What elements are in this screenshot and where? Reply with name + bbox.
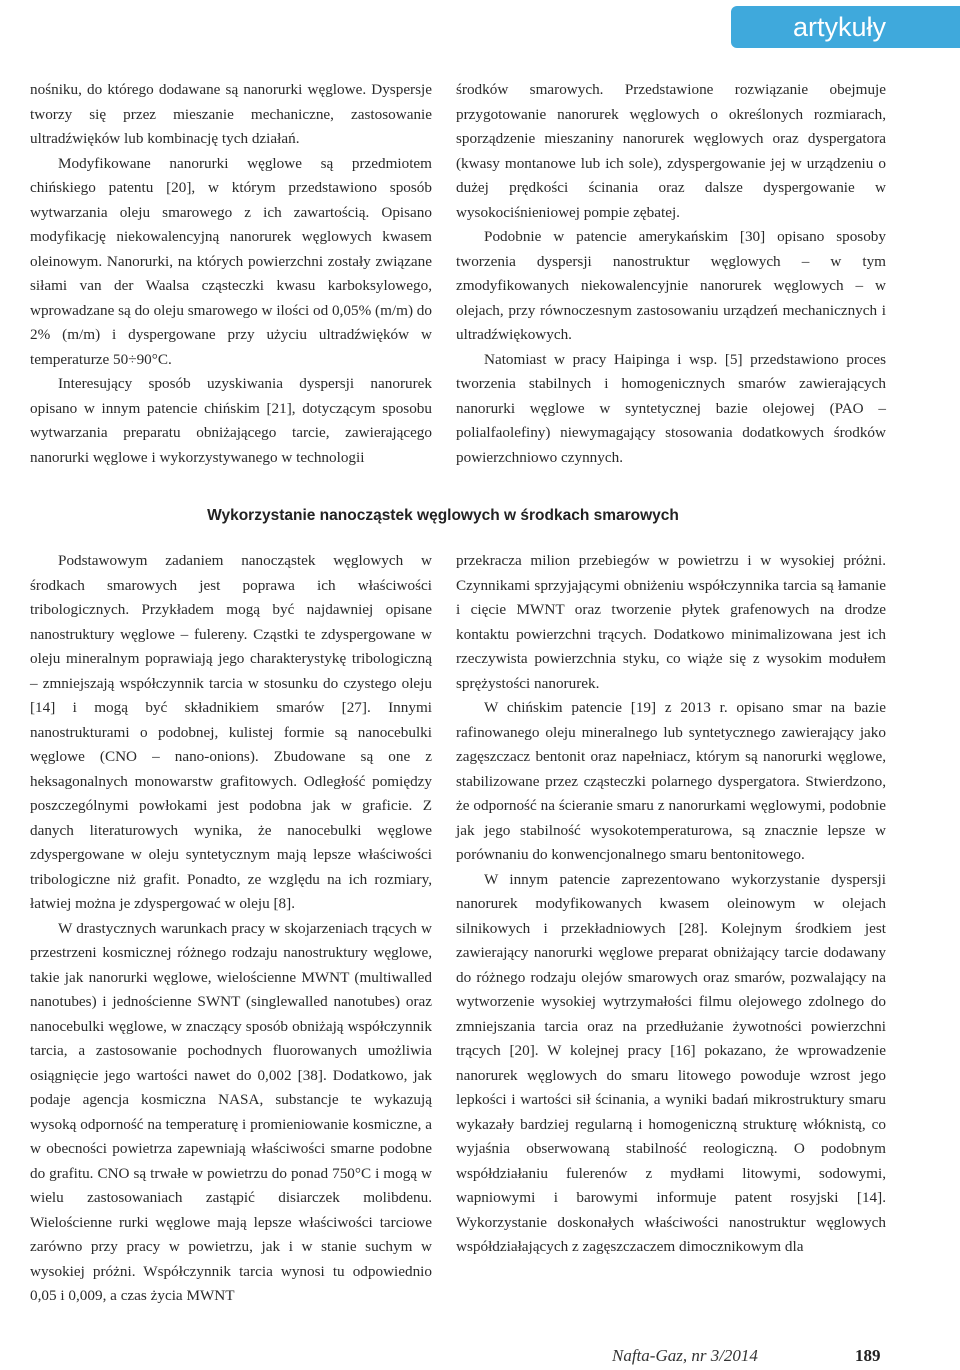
section-label: artykuły xyxy=(792,12,886,42)
text-column-top-left xyxy=(30,78,432,470)
paragraph: W chińskim patencie [19] z 2013 r. opisano smar na bazie rafinowanego oleju mineralnego lub syntetycznego zawierający jako zagęszczacz bentonit oraz napełniacz, którym są nanorurki węglowe, stabilizowane przez cząsteczki polarnego dyspergatora. Stwierdzono, że odporność na ścieranie smaru z nanorurkami węglowymi, podobnie jak jego stabilność wysokotemperaturowa, są znacznie lepsze w porównaniu do konwencjonalnego smaru bentonitowego. xyxy=(456,699,886,863)
paragraph: W drastycznych warunkach pracy w skojarzeniach trących w przestrzeni kosmicznej różnego rodzaju nanostruktury węglowe, takie jak nanorurki węglowe, wielościenne MWNT (multiwalled nanotubes) i jednościenne SWNT (singlewalled nanotubes) oraz nanocebulki węglowe, w znaczący sposób obniżają współczynnik tarcia, a zastosowanie pochodnych fluorowanych umożliwia osiągnięcie jego wartości nawet do 0,002 [38]. Dodatkowo, jak podaje agencja kosmiczna NASA, substancje te wykazują wysoką odporność na temperaturę i promieniowanie kosmiczne, a w obecności powietrza zapewniają właściwości smarne podobne do grafitu. CNO są trwałe w powietrzu do ponad 750°C i mogą w wielu zastosowaniach zastąpić disiarczek molibdenu. Wielościenne rurki węglowe mają lepsze właściwości tarciowe zarówno przy pracy w powietrzu, jak i w stanie suchym w wysokiej próżni. Współczynnik tarcia wynosi tu odpowiednio 0,05 i 0,009, a czas życia MWNT xyxy=(30,919,432,1304)
section-heading: Wykorzystanie nanocząstek węglowych w środkach smarowych xyxy=(207,507,679,524)
footer-journal-title: Nafta-Gaz, nr 3/2014 xyxy=(612,1346,758,1365)
text-column-bottom-left xyxy=(30,549,432,1309)
text-column-bottom-right xyxy=(456,549,886,1260)
paragraph: nośniku, do którego dodawane są nanorurki węglowe. Dyspersje tworzy się przez mieszanie mechaniczne, zastosowanie ultradźwięków lub kombinację tych działań. xyxy=(30,81,432,147)
paragraph: przekracza milion przebiegów w powietrzu i w wysokiej próżni. Czynnikami sprzyjającymi obniżeniu współczynnika tarcia są łamanie i cięcie MWNT oraz tworzenie płytek grafenowych na drodze kontaktu powierzchni trących. Dodatkowo minimalizowana jest ich rzeczywista powierzchnia styku, co wiąże się z wysokim modułem sprężystości nanorurek. xyxy=(456,552,886,692)
paragraph: W innym patencie zaprezentowano wykorzystanie dyspersji nanorurek modyfikowanych kwasem oleinowym w olejach silnikowych i przekładniowych [28]. Kolejnym środkiem jest zawierający nanorurki węglowe preparat obniżający tarcie dodawany do różnego rodzaju olejów smarowych oraz smarów, pozwalający na wytworzenie wysokiej wytrzymałości filmu olejowego zdolnego do zmniejszania tarcia oraz na przedłużanie żywotności powierzchni trących [20]. W kolejnej pracy [16] pokazano, że wprowadzenie nanorurek węglowych do smaru litowego powoduje wzrost jego lepkości i wartości sił ścinania, a wyniki badań mikrostruktury smaru wykazały bardziej regularną i homogeniczną strukturę włóknistą, co wyjaśnia obserwowaną stabilność reologiczną. O podobnym współdziałaniu fulerenów z mydłami litowymi, sodowymi, wapniowymi i barowymi informuje patent rosyjski [14]. Wykorzystanie doskonałych właściwości nanostruktur węglowych współdziałających z zagęszczaczem dimocznikowym dla xyxy=(456,870,886,1255)
paragraph: środków smarowych. Przedstawione rozwiązanie obejmuje przygotowanie nanorurek węglowych o określonych rozmiarach, sporządzenie mieszaniny nanorurek węglowych oraz dyspergatora (kwasy montanowe lub ich sole), zdyspergowanie jej w urządzeniu o dużej prędkości ścinania oraz dalsze dyspergowanie w wysokociśnieniowej pompie zębatej. xyxy=(456,81,886,221)
paragraph: Podstawowym zadaniem nanocząstek węglowych w środkach smarowych jest poprawa ich właściwości tribologicznych. Przykładem mogą być najdawniej opisane nanostruktury węglowe – fulereny. Cząstki te zdyspergowane w oleju mineralnym poprawiają jego charakterystykę tribologiczną – zmniejszają współczynnik tarcia w stosunku do czystego oleju [14] i mogą być składnikiem smarów [27]. Innymi nanostrukturami o podobnej, kulistej formie są nanocebulki węglowe (CNO – nano-onions). Zbudowane są one z heksagonalnych monowarstw grafitowych. Odległość pomiędzy poszczególnymi powłokami jest podobna jak w graficie. Z danych literaturowych wynika, że nanocebulki węglowe zdyspergowane w oleju syntetycznym mają lepsze właściwości tribologiczne niż grafit. Ponadto, ze względu na ich rozmiary, łatwiej można je zdyspergować w oleju [8]. xyxy=(30,552,432,912)
paragraph: Interesujący sposób uzyskiwania dyspersji nanorurek opisano w innym patencie chińskim [21], dotyczącym sposobu wytwarzania preparatu obniżającego tarcie, zawierającego nanorurki węglowe i wykorzystywanego w technologii xyxy=(30,375,432,466)
text-column-top-right xyxy=(456,78,886,470)
paragraph: Natomiast w pracy Haipinga i wsp. [5] przedstawiono proces tworzenia stabilnych i homogenicznych smarów zawierających nanorurki węglowe w syntetycznej bazie olejowej (PAO – polialfaolefiny) niewymagający stosowania dodatkowych środków powierzchniowo czynnych. xyxy=(456,350,886,466)
paragraph: Modyfikowane nanorurki węglowe są przedmiotem chińskiego patentu [20], w którym przedstawiono sposób wytwarzania oleju smarowego z ich zawartością. Opisano modyfikację niekowalencyjną nanorurek węglowych kwasem oleinowym. Nanorurki, na których powierzchni zostały związane siłami van der Waalsa cząsteczki kwasu karboksylowego, wprowadzane są do oleju smarowego w ilości od 0,05% (m/m) do 2% (m/m) i dyspergowane przy użyciu ultradźwięków w temperaturze 50÷90°C. xyxy=(30,154,432,368)
paragraph: Podobnie w patencie amerykańskim [30] opisano sposoby tworzenia dyspersji nanostruktur węglowych – w tym zmodyfikowanych niekowalencyjnie nanorurek węglowych – w olejach, przy równoczesnym zastosowaniu urządzeń mechanicznych i ultradźwiękowych. xyxy=(456,228,886,343)
section-badge xyxy=(731,6,960,48)
page-number: 189 xyxy=(855,1346,881,1365)
